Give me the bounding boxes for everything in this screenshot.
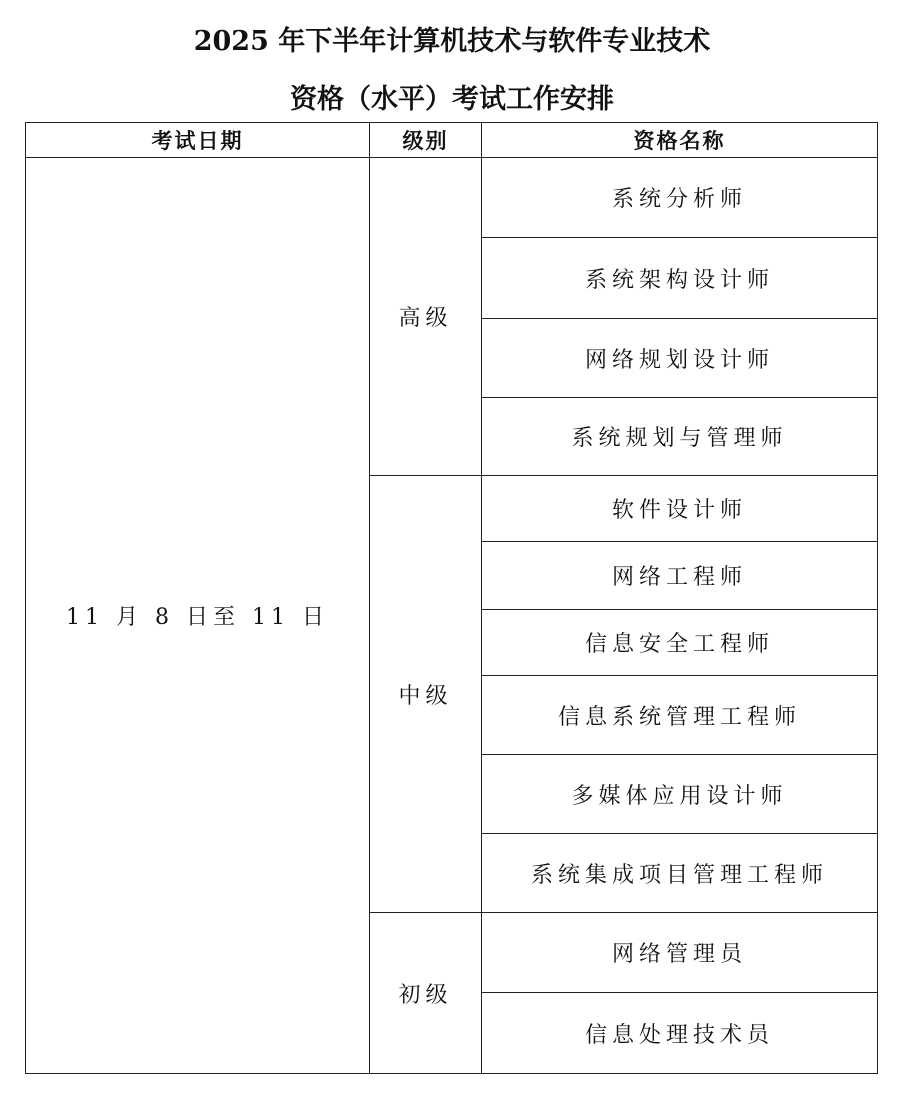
- qualification-cell: 软件设计师: [482, 476, 878, 542]
- exam-schedule-table: [25, 122, 878, 1074]
- table-row: [26, 158, 878, 238]
- qualification-cell: 系统规划与管理师: [482, 398, 878, 476]
- qualification-cell: 多媒体应用设计师: [482, 755, 878, 834]
- header-qualification-name: 资格名称: [482, 123, 878, 158]
- qualification-cell: 信息系统管理工程师: [482, 676, 878, 755]
- level-senior: 高级: [370, 158, 482, 476]
- level-intermediate: 中级: [370, 476, 482, 913]
- header-row: [26, 123, 878, 158]
- qualification-cell: 信息安全工程师: [482, 610, 878, 676]
- qualification-cell: 网络规划设计师: [482, 319, 878, 398]
- header-exam-date: 考试日期: [26, 123, 370, 158]
- qualification-cell: 网络管理员: [482, 913, 878, 993]
- page-title-line1: 2025 年下半年计算机技术与软件专业技术: [193, 26, 711, 57]
- level-junior: 初级: [370, 913, 482, 1074]
- qualification-cell: 网络工程师: [482, 542, 878, 610]
- qualification-cell: 系统架构设计师: [482, 238, 878, 319]
- header-level: 级别: [370, 123, 482, 158]
- qualification-cell: 信息处理技术员: [482, 993, 878, 1074]
- qualification-cell: 系统分析师: [482, 158, 878, 238]
- qualification-cell: 系统集成项目管理工程师: [482, 834, 878, 913]
- exam-date-cell: 11 月 8 日至 11 日: [26, 158, 370, 1074]
- page-title-line2: 资格（水平）考试工作安排: [290, 84, 614, 115]
